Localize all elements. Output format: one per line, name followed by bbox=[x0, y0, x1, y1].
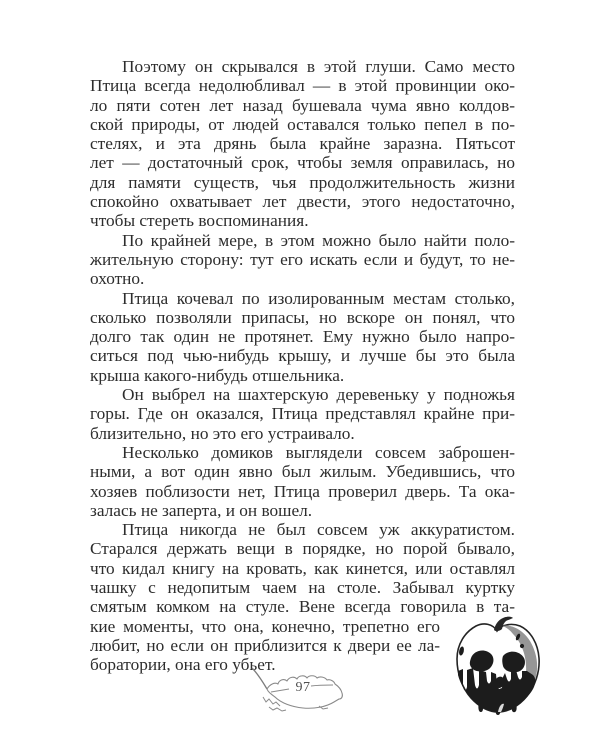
poison-apple-skull-icon bbox=[452, 615, 544, 715]
text-line: горы. Где он оказался, Птица представлял крайне при- bbox=[90, 404, 515, 424]
paragraph bbox=[90, 57, 515, 231]
text-line: По крайней мере, в этом можно было найти поло- bbox=[122, 230, 515, 250]
paragraph bbox=[90, 231, 515, 289]
text-line: крыша какого-нибудь отшельника. bbox=[90, 365, 345, 385]
text-line: лет — достаточный срок, чтобы земля оправилась, но bbox=[90, 153, 515, 173]
stem-leaf bbox=[503, 617, 513, 622]
text-line: чашку с недопитым чаем на столе. Забывал куртку bbox=[90, 578, 515, 598]
paragraph bbox=[90, 289, 515, 385]
text-line: близительно, но это его устраивало. bbox=[90, 423, 355, 443]
text-line: Птица кочевал по изолированным местам столько, bbox=[122, 288, 515, 308]
text-line: Птица всегда недолюбливал — в этой провинции око- bbox=[90, 76, 515, 96]
text-line: хозяев поблизости нет, Птица проверил дверь. Та ока- bbox=[90, 481, 515, 501]
text-line: жительную сторону: тут его искать если и будут, то не- bbox=[90, 249, 515, 269]
text-line: ло пяти сотен лет назад бушевала чума явно колдов- bbox=[90, 95, 515, 115]
text-line: чтобы стереть воспоминания. bbox=[90, 211, 309, 231]
page-text bbox=[90, 57, 515, 675]
text-line: долго так один не протянет. Ему нужно было напро- bbox=[90, 327, 515, 347]
text-line: стелях, и эта дрянь была крайне заразна. Пятьсот bbox=[90, 134, 515, 154]
text-line: ситься под чью-нибудь крышу, и лучше бы это была bbox=[90, 346, 515, 366]
text-line: Птица никогда не был совсем уж аккуратистом. bbox=[122, 520, 515, 540]
text-line: Несколько домиков выглядели совсем заброшен- bbox=[122, 442, 515, 462]
text-line: ской природы, от людей оставался только пепел в по- bbox=[90, 114, 515, 134]
paragraph bbox=[90, 443, 515, 520]
text-line: Он выбрел на шахтерскую деревеньку у подножья bbox=[122, 385, 515, 405]
text-line: боратории, она его убьет. bbox=[90, 655, 276, 675]
text-line: спокойно охватывает лет двести, этого недостаточно, bbox=[90, 192, 515, 212]
text-line: охотно. bbox=[90, 269, 145, 289]
quill-shaft bbox=[252, 668, 267, 689]
text-line: залась не заперта, и он вошел. bbox=[90, 500, 313, 520]
text-line: для памяти существ, чья продолжительность жизни bbox=[90, 172, 515, 192]
page-number: 97 bbox=[295, 680, 311, 695]
text-line: Старался держать вещи в порядке, но порой бывало, bbox=[90, 539, 515, 559]
text-line: ными, а вот один явно был жилым. Убедившись, что bbox=[90, 462, 515, 482]
text-line: Поэтому он скрывался в этой глуши. Само место bbox=[122, 57, 515, 76]
paragraph bbox=[90, 385, 515, 443]
text-line: любит, но если он приблизится к двери ее ла- bbox=[90, 635, 440, 655]
text-line: что кидал книгу на кровать, как кинется, или оставлял bbox=[90, 558, 515, 578]
text-line: смятым комком на стуле. Вене всегда говорила в та- bbox=[90, 597, 515, 617]
text-line: сколько позволяли припасы, но вскоре он понял, что bbox=[90, 307, 515, 327]
text-line: кие моменты, что она, конечно, трепетно его bbox=[90, 616, 440, 636]
